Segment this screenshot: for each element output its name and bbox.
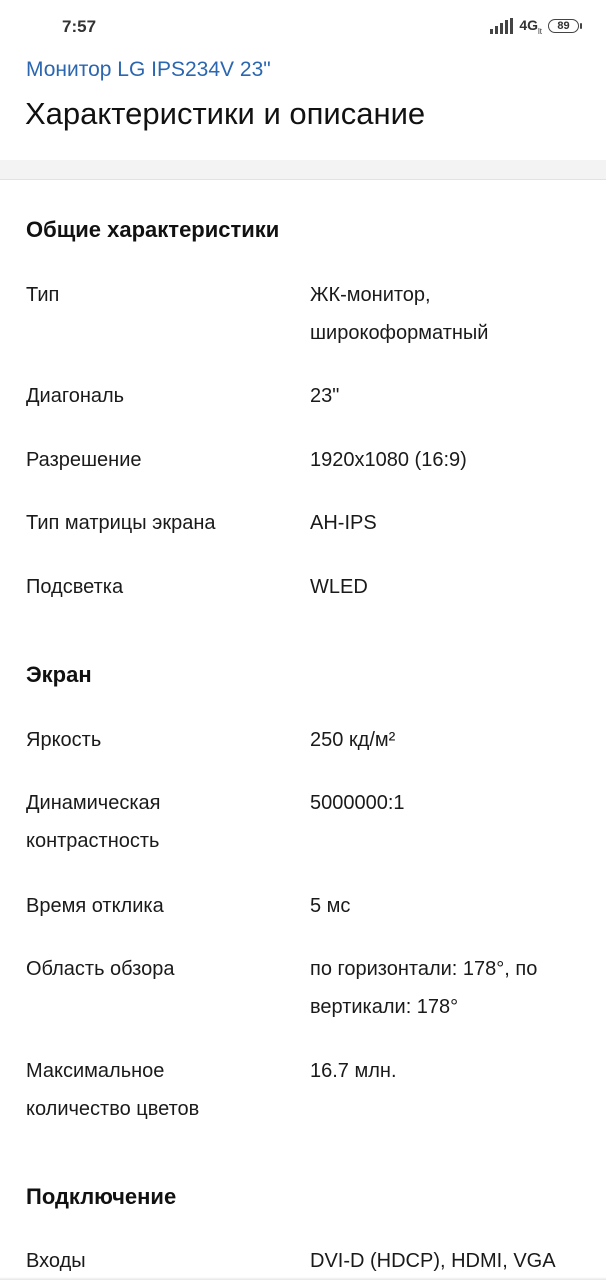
spec-name: Динамическая контрастность xyxy=(26,792,161,852)
spec-value: 5000000:1 xyxy=(310,792,405,814)
spec-name: Подсветка xyxy=(26,576,124,598)
spec-value: 5 мс xyxy=(310,895,351,917)
spec-name: Разрешение xyxy=(26,449,142,471)
spec-value: AH-IPS xyxy=(310,512,377,534)
spec-value: 1920x1080 (16:9) xyxy=(310,449,467,471)
spec-name: Время отклика xyxy=(26,895,164,917)
spec-value: ЖК-монитор, широкоформатный xyxy=(310,284,489,344)
spec-name: Область обзора xyxy=(26,958,175,980)
battery-level: 89 xyxy=(557,20,570,33)
spec-value: 250 кд/м² xyxy=(310,729,396,751)
status-bar xyxy=(0,0,606,56)
spec-value: 23" xyxy=(310,385,340,407)
spec-value: WLED xyxy=(310,576,368,598)
spec-name: Максимальное количество цветов xyxy=(26,1060,200,1120)
signal-icon xyxy=(490,18,513,34)
section-divider xyxy=(0,160,606,180)
status-time: 7:57 xyxy=(62,17,97,36)
page-title: Характеристики и описание xyxy=(25,96,426,131)
section-title-general: Общие характеристики xyxy=(26,217,280,242)
spec-name: Тип матрицы экрана xyxy=(26,512,216,534)
spec-name: Диагональ xyxy=(26,385,125,407)
header xyxy=(0,56,606,160)
spec-name: Яркость xyxy=(26,729,102,751)
spec-name: Тип xyxy=(26,284,60,306)
spec-value: 16.7 млн. xyxy=(310,1060,397,1082)
battery-icon xyxy=(548,19,579,33)
section-title-connection: Подключение xyxy=(26,1184,177,1209)
spec-value: по горизонтали: 178°, по вертикали: 178° xyxy=(310,958,538,1018)
spec-name: Входы xyxy=(26,1250,86,1272)
product-link[interactable]: Монитор LG IPS234V 23" xyxy=(26,58,271,81)
spec-value: DVI-D (HDCP), HDMI, VGA xyxy=(310,1250,556,1272)
section-title-screen: Экран xyxy=(26,662,92,687)
network-type: $4G_{lt}$ xyxy=(519,17,542,36)
status-icons xyxy=(490,17,579,36)
